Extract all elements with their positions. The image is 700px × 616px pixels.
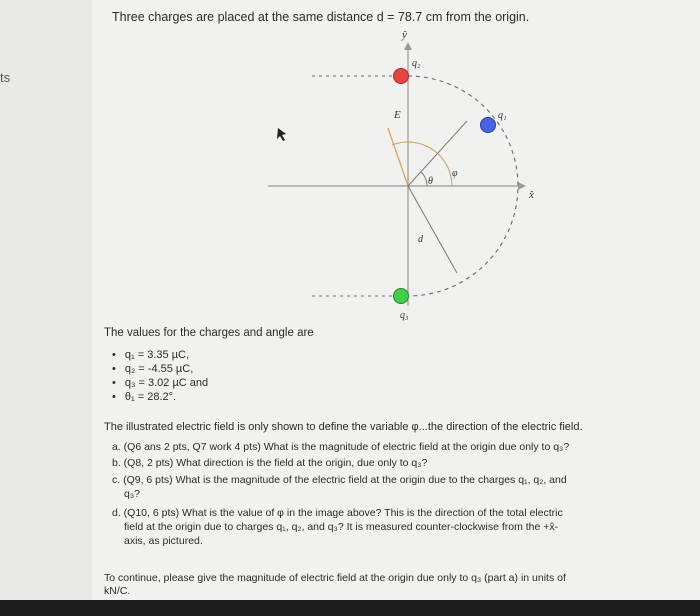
d-label: d — [418, 234, 423, 245]
d-radius-line — [408, 186, 457, 273]
x-axis-label: x̂ — [529, 189, 534, 201]
theta-label: θ — [428, 176, 433, 187]
q3-label: q₃ — [400, 310, 409, 321]
field-vector-line — [388, 128, 408, 186]
bottom-dark-bar — [0, 600, 700, 616]
theta-arc — [421, 172, 427, 186]
q3-charge — [394, 289, 409, 304]
cropped-edge-text: ts — [0, 70, 11, 85]
q1-label: q₁ — [498, 110, 507, 121]
value-q1: • q₁ = 3.35 µC, — [112, 348, 208, 362]
question-d-line1: d. (Q10, 6 pts) What is the value of φ in the image above? This is the direction of the total electric — [112, 507, 563, 519]
q2-label: q₂ — [412, 58, 421, 69]
question-c-line2: q₃? — [124, 488, 140, 500]
value-q2: • q₂ = -4.55 µC, — [112, 362, 208, 376]
y-axis-arrowhead — [404, 42, 412, 50]
value-theta: • θ₁ = 28.2°. — [112, 390, 208, 404]
field-note: The illustrated electric field is only shown to define the variable φ...the direction of the electric field. — [104, 421, 583, 433]
continue-line1: To continue, please give the magnitude of electric field at the origin due only to q₃ (part a) in units of — [104, 572, 566, 584]
question-d-line3: axis, as pictured. — [124, 535, 203, 547]
problem-title: Three charges are placed at the same distance d = 78.7 cm from the origin. — [112, 10, 530, 24]
value-q3: • q₃ = 3.02 µC and — [112, 376, 208, 390]
question-d-line2: field at the origin due to charges q₁, q₂, and q₃? It is measured counter-clockwise from the +x̂- — [124, 521, 559, 533]
q1-charge — [481, 118, 496, 133]
values-list — [112, 348, 208, 404]
charge-diagram — [252, 26, 552, 326]
q2-charge — [394, 69, 409, 84]
continue-instructions — [104, 572, 684, 598]
problem-page — [92, 0, 700, 600]
values-heading: The values for the charges and angle are — [104, 327, 314, 339]
phi-label: φ — [452, 168, 458, 179]
left-margin-panel — [0, 0, 92, 616]
question-c-line1: c. (Q9, 6 pts) What is the magnitude of the electric field at the origin due to the charges q₁, q₂, and — [112, 474, 567, 486]
x-axis-arrowhead — [518, 182, 526, 190]
y-axis-label: ŷ — [402, 29, 407, 41]
mouse-cursor-icon — [277, 128, 286, 141]
question-a: a. (Q6 ans 2 pts, Q7 work 4 pts) What is the magnitude of electric field at the origin due only to q₃? — [112, 441, 570, 453]
field-label: E — [394, 109, 401, 121]
question-b: b. (Q8, 2 pts) What direction is the field at the origin, due only to q₃? — [112, 457, 428, 469]
continue-line2: kN/C. — [104, 585, 131, 597]
